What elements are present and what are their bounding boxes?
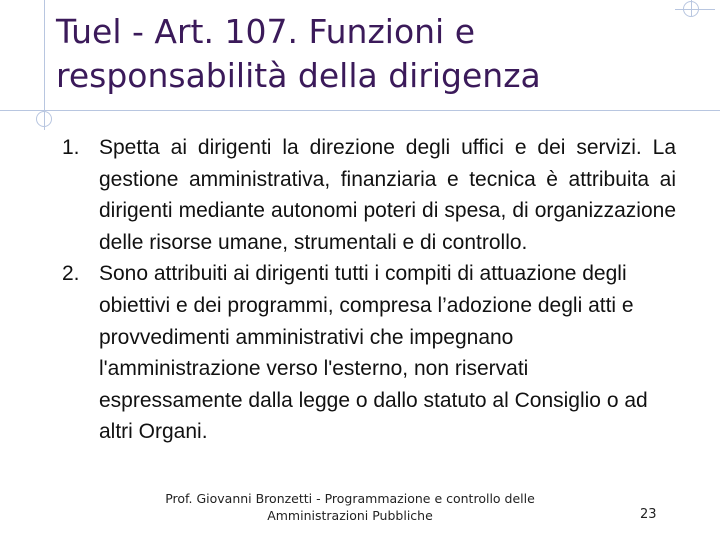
list-item-number: 1. bbox=[62, 136, 80, 159]
list-item-text: Spetta ai dirigenti la direzione degli uffici e dei servizi. La gestione amministrativa, finanziaria e tecnica è attribuita ai dirigenti mediante autonomi poteri di spesa, di organizzazione delle risorse umane, strumentali e di controllo. bbox=[99, 136, 676, 254]
list-item bbox=[62, 258, 676, 448]
page-number: 23 bbox=[640, 507, 657, 522]
decor-horizontal-line bbox=[0, 110, 720, 111]
numbered-list bbox=[62, 132, 676, 448]
slide-title: Tuel - Art. 107. Funzioni e responsabilità della dirigenza bbox=[56, 12, 541, 95]
footer-line-2: Amministrazioni Pubbliche bbox=[267, 508, 433, 523]
footer-credit bbox=[160, 490, 540, 524]
footer-line-1: Prof. Giovanni Bronzetti - Programmazione e controllo delle bbox=[165, 491, 535, 506]
list-item bbox=[62, 132, 676, 258]
list-item-number: 2. bbox=[62, 262, 80, 286]
decor-circle-icon bbox=[36, 111, 52, 127]
list-item-text: Sono attribuiti ai dirigenti tutti i compiti di attuazione degli obiettivi e dei programmi, compresa l’adozione degli atti e provvedimenti amministrativi che impegnano l'amministrazione verso l'esterno, non riservati espressamente dalla legge o dallo statuto al Consiglio o ad altri Organi. bbox=[99, 262, 648, 444]
